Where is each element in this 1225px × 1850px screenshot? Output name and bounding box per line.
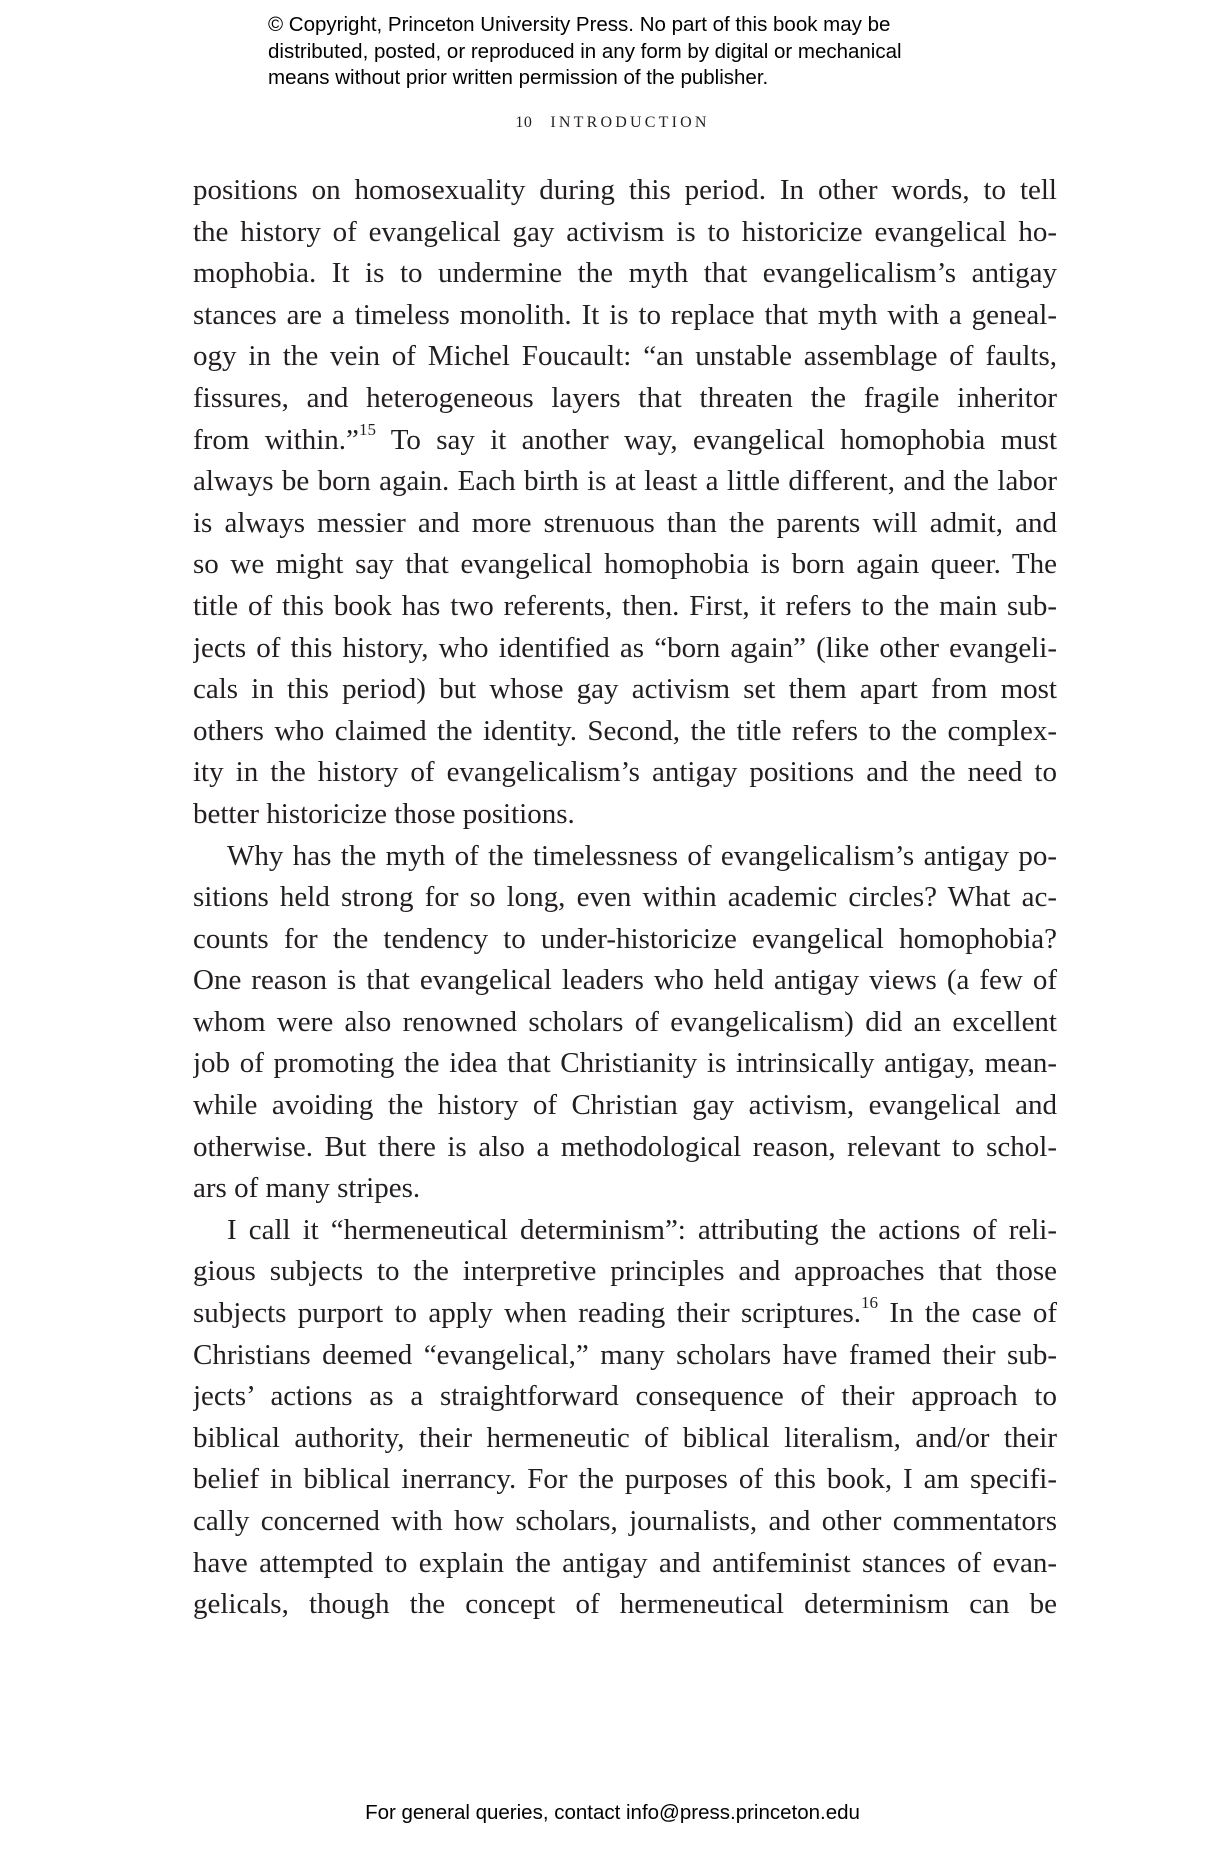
text-line: whom were also renowned scholars of evangelicalism) did an excellent — [193, 1005, 1057, 1038]
text-line: so we might say that evangelical homophobia is born again queer. The — [193, 548, 1057, 581]
copyright-line: © Copyright, Princeton University Press. No part of this book may be — [268, 13, 891, 36]
body-text — [193, 170, 1057, 1626]
text-line: mophobia. It is to undermine the myth that evangelicalism’s antigay — [193, 257, 1057, 290]
text-line: the history of evangelical gay activism is to historicize evangelical ho- — [193, 215, 1057, 248]
text-line: positions on homosexuality during this period. In other words, to tell — [193, 174, 1057, 206]
text-line: sitions held strong for so long, even within academic circles? What ac- — [193, 881, 1057, 914]
footnote-ref-16[interactable]: 16 — [861, 1293, 879, 1313]
text-line-with-footnote — [193, 420, 1057, 462]
text-line: I call it “hermeneutical determinism”: attributing the actions of reli- — [227, 1213, 1057, 1246]
text-line: stances are a timeless monolith. It is to replace that myth with a geneal- — [193, 298, 1057, 331]
text-fragment: To say it another way, evangelical homophobia must — [375, 423, 1057, 456]
text-line: gelicals, though the concept of hermeneutical determinism can be — [193, 1588, 1057, 1621]
paragraph-2 — [193, 836, 1057, 1210]
copyright-line: means without prior written permission of the publisher. — [268, 66, 769, 89]
text-line: always be born again. Each birth is at least a little different, and the labor — [193, 465, 1057, 498]
text-line: while avoiding the history of Christian gay activism, evangelical and — [193, 1089, 1057, 1122]
text-line: Why has the myth of the timelessness of evangelicalism’s antigay po- — [227, 839, 1057, 872]
text-line: fissures, and heterogeneous layers that threaten the fragile inheritor — [193, 381, 1057, 414]
text-line: jects of this history, who identified as “born again” (like other evangeli- — [193, 631, 1057, 664]
footnote-ref-15[interactable]: 15 — [358, 419, 376, 439]
text-line: One reason is that evangelical leaders who held antigay views (a few of — [193, 964, 1057, 997]
footer-contact: For general queries, contact info@press.princeton.edu — [365, 1801, 860, 1824]
paragraph-3 — [193, 1210, 1057, 1626]
text-line: cals in this period) but whose gay activism set them apart from most — [193, 673, 1057, 706]
page-number: 10 — [515, 114, 533, 131]
text-fragment: In the case of — [878, 1297, 1057, 1330]
text-line: ity in the history of evangelicalism’s antigay positions and the need to — [193, 756, 1057, 789]
text-line: others who claimed the identity. Second, the title refers to the complex- — [193, 714, 1057, 747]
text-fragment: subjects purport to apply when reading their scriptures. — [193, 1297, 862, 1330]
text-line: job of promoting the idea that Christianity is intrinsically antigay, mean- — [193, 1047, 1057, 1080]
text-line: title of this book has two referents, then. First, it refers to the main sub- — [193, 589, 1057, 622]
text-line: is always messier and more strenuous than the parents will admit, and — [193, 506, 1057, 539]
text-line: have attempted to explain the antigay and antifeminist stances of evan- — [193, 1546, 1057, 1579]
running-head — [0, 114, 1225, 132]
text-line: Christians deemed “evangelical,” many scholars have framed their sub- — [193, 1338, 1057, 1371]
text-line: ars of many stripes. — [193, 1172, 421, 1205]
copyright-notice — [268, 12, 968, 92]
text-line: counts for the tendency to under-historicize evangelical homophobia? — [193, 922, 1057, 955]
text-line: better historicize those positions. — [193, 797, 575, 830]
text-fragment: from within.” — [193, 423, 359, 456]
text-line: jects’ actions as a straightforward consequence of their approach to — [193, 1380, 1057, 1413]
text-line: biblical authority, their hermeneutic of biblical literalism, and/or their — [193, 1421, 1057, 1454]
text-line: gious subjects to the interpretive principles and approaches that those — [193, 1255, 1057, 1288]
text-line: otherwise. But there is also a methodological reason, relevant to schol- — [193, 1130, 1057, 1163]
text-line: belief in biblical inerrancy. For the purposes of this book, I am specifi- — [193, 1463, 1057, 1496]
section-title: INTRODUCTION — [550, 114, 710, 131]
text-line-with-footnote — [193, 1293, 1057, 1335]
text-line: ogy in the vein of Michel Foucault: “an unstable assemblage of faults, — [193, 340, 1057, 373]
paragraph-1 — [193, 170, 1057, 836]
copyright-line: distributed, posted, or reproduced in any form by digital or mechanical — [268, 39, 902, 63]
text-line: cally concerned with how scholars, journalists, and other commentators — [193, 1505, 1057, 1537]
